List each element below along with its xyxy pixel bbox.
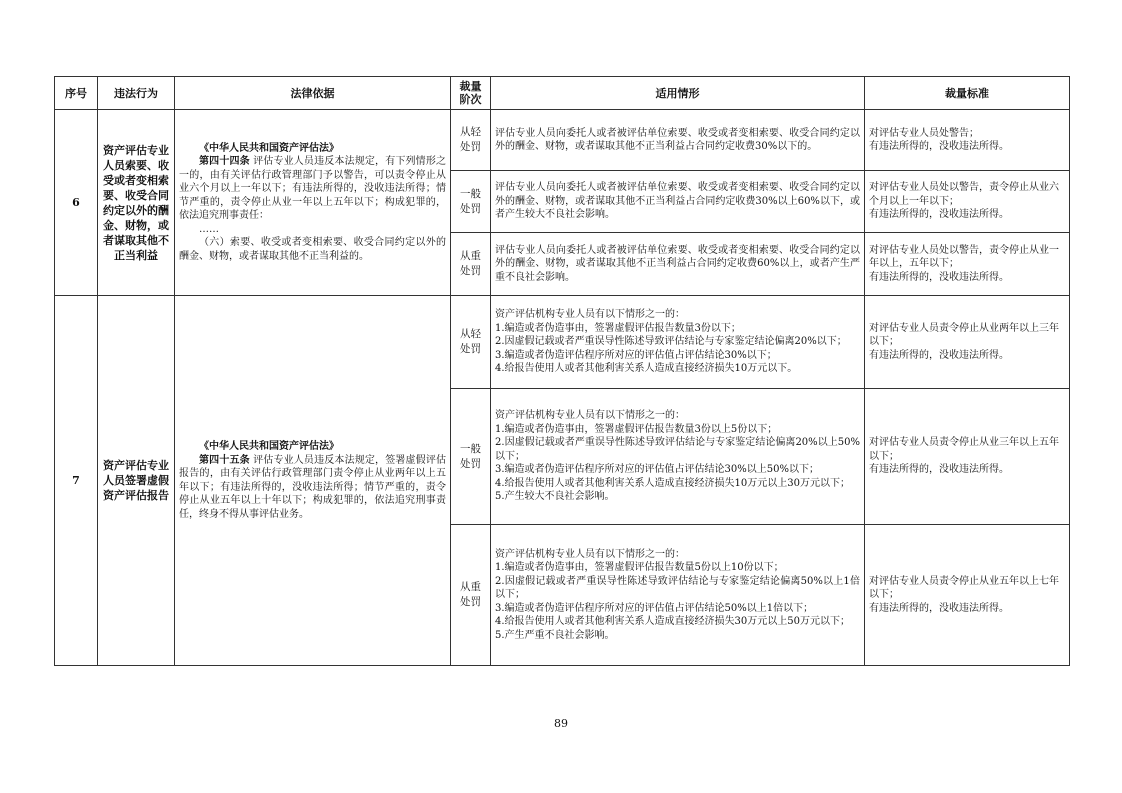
situation-normal — [491, 389, 865, 525]
violation-act: 资产评估专业人员索要、收受或者变相索要、收受合同约定以外的酬金、财物，或者谋取其他不正当利益 — [98, 110, 175, 296]
situation-light — [491, 110, 865, 171]
table-header-row — [55, 77, 1070, 110]
header-act: 违法行为 — [98, 77, 175, 110]
discretion-standard-table — [54, 76, 1070, 666]
legal-basis — [175, 110, 451, 296]
header-level: 裁量 阶次 — [451, 77, 491, 110]
level-light: 从轻 处罚 — [451, 296, 491, 389]
standard-light — [865, 110, 1070, 171]
situation-line: 资产评估机构专业人员有以下情形之一的： — [495, 548, 685, 560]
article-number: 第四十五条 — [199, 454, 250, 466]
situation-light — [491, 296, 865, 389]
situation-heavy — [491, 233, 865, 296]
ellipsis: …… — [199, 223, 219, 235]
standard-heavy — [865, 233, 1070, 296]
standard-line: 有违法所得的，没收违法所得。 — [869, 602, 1009, 614]
standard-line: 对评估专业人员责令停止从业两年以上三年以下； — [869, 322, 1059, 348]
level-heavy: 从重 处罚 — [451, 525, 491, 666]
article-item: （六）索要、收受或者变相索要、收受合同约定以外的酬金、财物，或者谋取其他不正当利益的。 — [179, 237, 446, 262]
situation-line: 资产评估机构专业人员有以下情形之一的： — [495, 410, 685, 422]
law-title: 《中华人民共和国资产评估法》 — [199, 142, 339, 154]
situation-line: 5.产生较大不良社会影响。 — [495, 491, 615, 503]
article-body: 评估专业人员违反本法规定，有下列情形之一的，由有关评估行政管理部门予以警告，可以责令停止从业六个月以上一年以下；有违法所得的，没收违法所得；情节严重的，责令停止从业一年以上五年以下；构成犯罪的，依法追究刑事责任： — [179, 156, 446, 222]
situation-line: 评估专业人员向委托人或者被评估单位索要、收受或者变相索要、收受合同约定以外的酬金、财物，或者谋取其他不正当利益占合同约定收费60%以上，或者产生严重不良社会影响。 — [495, 244, 860, 283]
standard-light — [865, 296, 1070, 389]
standard-line: 有违法所得的，没收违法所得。 — [869, 209, 1009, 221]
article-number: 第四十四条 — [199, 156, 250, 168]
table-row — [55, 296, 1070, 389]
header-standard: 裁量标准 — [865, 77, 1070, 110]
standard-line: 对评估专业人员责令停止从业三年以上五年以下； — [869, 437, 1059, 462]
situation-line: 资产评估机构专业人员有以下情形之一的： — [495, 309, 685, 321]
standard-normal — [865, 389, 1070, 525]
header-no: 序号 — [55, 77, 98, 110]
level-heavy: 从重 处罚 — [451, 233, 491, 296]
row-number: 7 — [55, 296, 98, 666]
law-title: 《中华人民共和国资产评估法》 — [199, 441, 339, 452]
article-text — [179, 454, 446, 522]
table-row — [55, 110, 1070, 171]
situation-line: 1.编造或者伪造事由，签署虚假评估报告数量3份以下； — [495, 322, 741, 334]
situation-line: 4.给报告使用人或者其他利害关系人造成直接经济损失10万元以下。 — [495, 363, 798, 375]
situation-heavy — [491, 525, 865, 666]
row-number: 6 — [55, 110, 98, 296]
situation-line: 1.编造或者伪造事由，签署虚假评估报告数量3份以上5份以下； — [495, 423, 778, 435]
standard-normal — [865, 171, 1070, 233]
standard-line: 对评估专业人员处警告； — [869, 127, 979, 139]
standard-line: 有违法所得的，没收违法所得。 — [869, 349, 1009, 361]
page-number: 89 — [554, 717, 568, 730]
level-light: 从轻 处罚 — [451, 110, 491, 171]
standard-line: 对评估专业人员处以警告，责令停止从业一年以上，五年以下； — [869, 244, 1059, 270]
standard-line: 对评估专业人员责令停止从业五年以上七年以下； — [869, 575, 1059, 601]
situation-line: 3.编造或者伪造评估程序所对应的评估值占评估结论30%以上50%以下； — [495, 464, 819, 476]
situation-line: 3.编造或者伪造评估程序所对应的评估值占评估结论50%以上1倍以下； — [495, 602, 814, 614]
situation-line: 1.编造或者伪造事由，签署虚假评估报告数量5份以上10份以下； — [495, 562, 784, 574]
situation-line: 4.给报告使用人或者其他利害关系人造成直接经济损失30万元以上50万元以下； — [495, 616, 850, 628]
situation-line: 4.给报告使用人或者其他利害关系人造成直接经济损失10万元以上30万元以下； — [495, 477, 850, 489]
level-normal: 一般 处罚 — [451, 171, 491, 233]
standard-line: 对评估专业人员处以警告，责令停止从业六个月以上一年以下； — [869, 182, 1059, 207]
situation-line: 5.产生严重不良社会影响。 — [495, 629, 615, 641]
header-basis: 法律依据 — [175, 77, 451, 110]
legal-basis — [175, 296, 451, 666]
situation-line: 2.因虚假记载或者严重误导性陈述导致评估结论与专家鉴定结论偏离20%以下； — [495, 336, 847, 348]
violation-act: 资产评估专业人员签署虚假资产评估报告 — [98, 296, 175, 666]
standard-line: 有违法所得的，没收违法所得。 — [869, 271, 1009, 283]
situation-line: 2.因虚假记载或者严重误导性陈述导致评估结论与专家鉴定结论偏离50%以上1倍以下； — [495, 575, 860, 601]
situation-line: 评估专业人员向委托人或者被评估单位索要、收受或者变相索要、收受合同约定以外的酬金、财物，或者谋取其他不正当利益占合同约定收费30%以上60%以下，或者产生较大不良社会影响。 — [495, 182, 860, 221]
standard-line: 有违法所得的，没收违法所得。 — [869, 141, 1009, 152]
situation-line: 评估专业人员向委托人或者被评估单位索要、收受或者变相索要、收受合同约定以外的酬金、财物，或者谋取其他不正当利益占合同约定收费30%以下的。 — [495, 127, 860, 152]
article-body: 评估专业人员违反本法规定，签署虚假评估报告的，由有关评估行政管理部门责令停止从业两年以上五年以下；有违法所得的，没收违法所得；情节严重的，责令停止从业五年以上十年以下；构成犯罪的，依法追究刑事责任，终身不得从事评估业务。 — [179, 454, 446, 520]
situation-line: 2.因虚假记载或者严重误导性陈述导致评估结论与专家鉴定结论偏离20%以上50%以下； — [495, 437, 860, 462]
situation-line: 3.编造或者伪造评估程序所对应的评估值占评估结论30%以下； — [495, 349, 777, 361]
standard-heavy — [865, 525, 1070, 666]
standard-line: 有违法所得的，没收违法所得。 — [869, 464, 1009, 476]
header-situation: 适用情形 — [491, 77, 865, 110]
level-normal: 一般 处罚 — [451, 389, 491, 525]
article-text — [179, 155, 446, 223]
situation-normal — [491, 171, 865, 233]
